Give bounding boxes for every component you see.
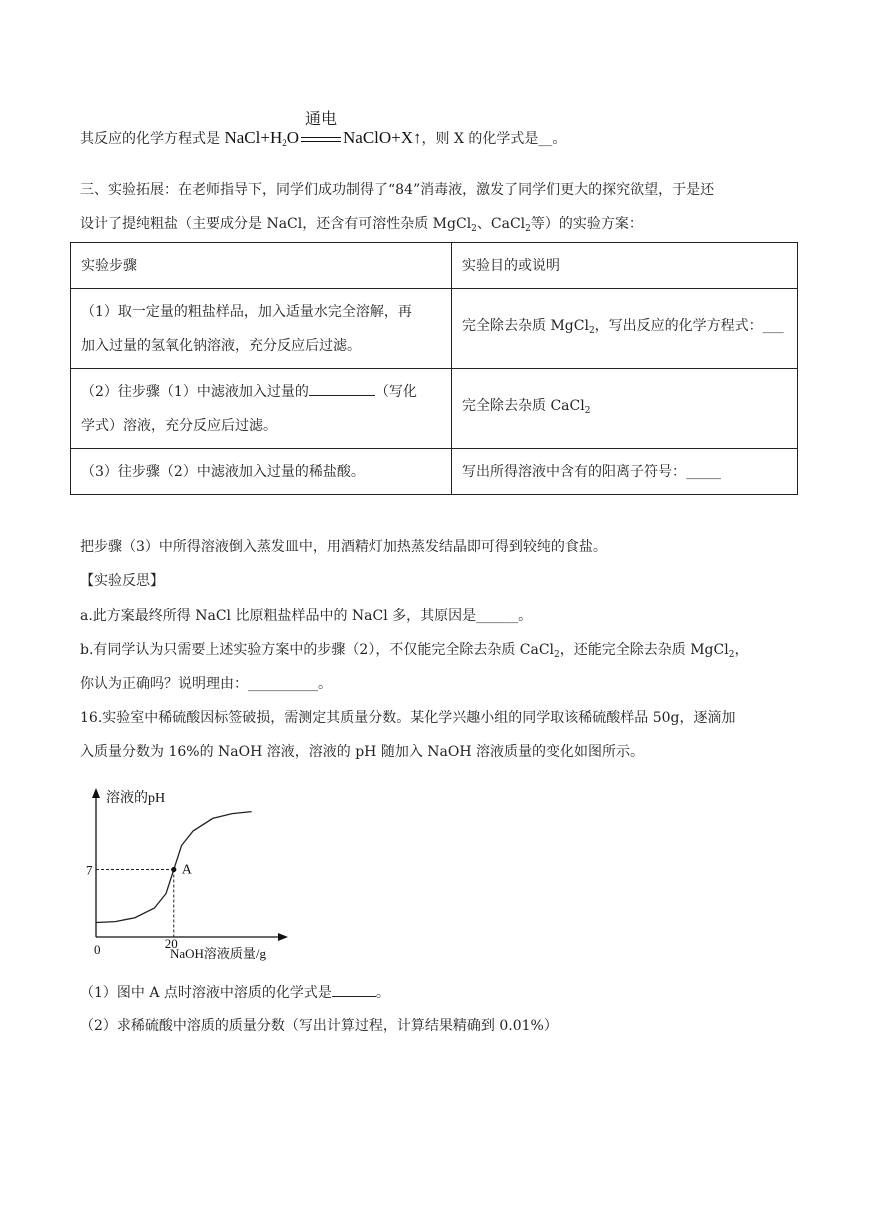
condition-text: 通电 bbox=[305, 109, 338, 128]
point-a bbox=[171, 867, 176, 872]
x-axis-label: NaOH溶液质量/g bbox=[170, 946, 267, 961]
gas-arrow-icon: ↑ bbox=[413, 128, 422, 147]
point-a-label: A bbox=[181, 862, 192, 878]
table-row bbox=[71, 369, 798, 449]
step2-cell: （2）往步骤（1）中滤液加入过量的 （写化 学式）溶液，充分反应后过滤。 bbox=[71, 369, 452, 449]
ph-chart bbox=[84, 782, 294, 962]
evaporation-paragraph: 把步骤（3）中所得溶液倒入蒸发皿中，用酒精灯加热蒸发结晶即可得到较纯的食盐。 bbox=[80, 539, 607, 555]
answer-blank[interactable] bbox=[309, 381, 375, 396]
formula-naclo: NaClO bbox=[343, 128, 392, 147]
answer-blank[interactable] bbox=[332, 982, 376, 997]
reflection-title: 【实验反思】 bbox=[80, 573, 164, 589]
table-row bbox=[71, 289, 798, 369]
section3-intro-line1: 三、实验拓展：在老师指导下，同学们成功制得了“84”消毒液，激发了同学们更大的探究欲望，于是还 bbox=[80, 182, 715, 198]
y-axis-arrow-icon bbox=[92, 788, 100, 798]
step3-purpose: 写出所得溶液中含有的阳离子符号：_____ bbox=[452, 449, 798, 495]
x-axis-arrow-icon bbox=[278, 933, 288, 941]
reflection-b-line2: 你认为正确吗？说明理由：__________。 bbox=[80, 676, 332, 692]
experiment-table bbox=[70, 242, 798, 495]
equation-line bbox=[80, 109, 567, 153]
y-axis-label: 溶液的pH bbox=[106, 791, 166, 806]
x-tick-label: 20 bbox=[164, 936, 178, 951]
y-tick-label: 7 bbox=[86, 862, 93, 878]
step1-cell: （1）取一定量的粗盐样品，加入适量水完全溶解，再 加入过量的氢氧化钠溶液，充分反应后过滤。 bbox=[71, 289, 452, 369]
q16-line1: 16.实验室中稀硫酸因标签破损，需测定其质量分数。某化学兴趣小组的同学取该稀硫酸样品 50g，逐滴加 bbox=[80, 710, 736, 726]
header-purpose: 实验目的或说明 bbox=[452, 243, 798, 289]
formula-water: $H_2O$ bbox=[269, 128, 299, 148]
q16-sub2: （2）求稀硫酸中溶质的质量分数（写出计算过程，计算结果精确到 0.01%） bbox=[80, 1018, 558, 1034]
formula-nacl: NaCl bbox=[224, 128, 261, 147]
formula-x: X bbox=[400, 128, 414, 147]
plus-sign: + bbox=[260, 128, 270, 147]
step1-purpose: 完全除去杂质 MgCl$_2$，写出反应的化学方程式：___ bbox=[452, 289, 798, 369]
reflection-b-line1: b.有同学认为只需要上述实验方案中的步骤（2），不仅能完全除去杂质 CaCl$_2$，还能完全除去杂质 MgCl$_2$， bbox=[80, 642, 749, 660]
header-steps: 实验步骤 bbox=[71, 243, 452, 289]
reflection-a: a.此方案最终所得 NaCl 比原粗盐样品中的 NaCl 多，其原因是______。 bbox=[80, 608, 533, 624]
q16-line2: 入质量分数为 16%的 NaOH 溶液，溶液的 pH 随加入 NaOH 溶液质量的变化如图所示。 bbox=[80, 744, 645, 760]
origin-label: 0 bbox=[94, 942, 101, 957]
equation-prefix: 其反应的化学方程式是 bbox=[80, 131, 220, 147]
plus-sign: + bbox=[391, 128, 401, 147]
reaction-condition bbox=[299, 109, 343, 149]
equation-suffix: ，则 X 的化学式是__。 bbox=[421, 131, 567, 147]
step3-cell: （3）往步骤（2）中滤液加入过量的稀盐酸。 bbox=[71, 449, 452, 495]
table-row bbox=[71, 449, 798, 495]
step2-purpose: 完全除去杂质 CaCl$_2$ bbox=[452, 369, 798, 449]
q16-sub1: （1）图中 A 点时溶液中溶质的化学式是 。 bbox=[80, 982, 390, 1003]
table-header-row bbox=[71, 243, 798, 289]
section3-intro-line2: 设计了提纯粗盐（主要成分是 NaCl，还含有可溶性杂质 MgCl$_2$、CaCl$_2$等）的实验方案： bbox=[80, 216, 643, 234]
